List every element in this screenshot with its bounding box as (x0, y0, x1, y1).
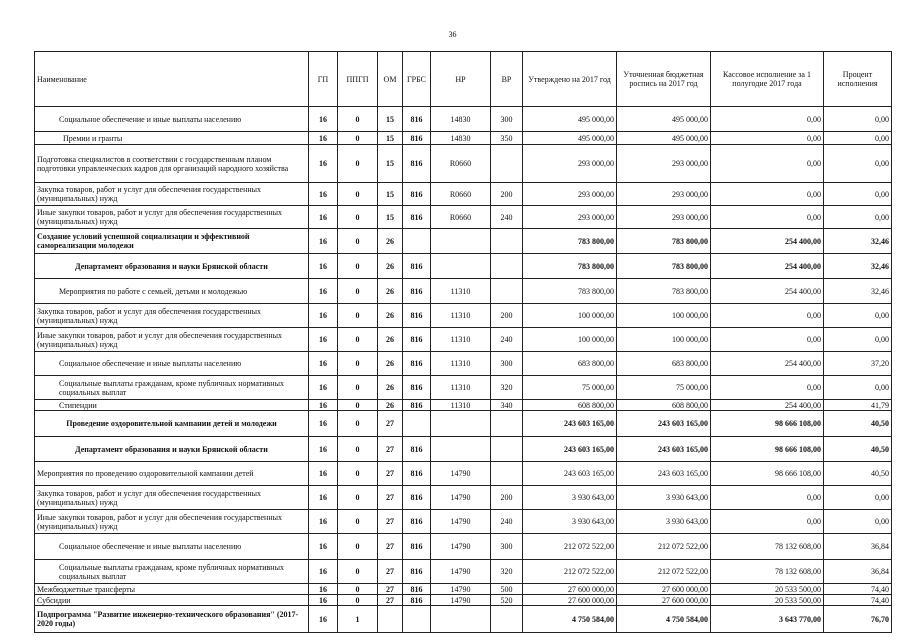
row-percent: 32,46 (824, 229, 892, 254)
row-percent: 40,50 (824, 411, 892, 437)
row-vr (491, 437, 523, 462)
row-ppgp: 0 (338, 534, 378, 560)
table-row (35, 534, 892, 560)
row-grbs (403, 229, 431, 254)
row-name: Межбюджетные трансферты (35, 584, 309, 595)
row-vr: 300 (491, 107, 523, 132)
row-grbs: 816 (403, 510, 431, 534)
row-name: Социальное обеспечение и иные выплаты населению (35, 534, 309, 560)
row-revised: 683 800,00 (617, 352, 711, 376)
row-nr (431, 606, 491, 633)
row-name: Социальные выплаты гражданам, кроме публичных нормативных социальных выплат (35, 376, 309, 400)
table-header-row (35, 52, 892, 107)
table-row (35, 304, 892, 328)
table-row (35, 328, 892, 352)
row-percent: 32,46 (824, 254, 892, 279)
row-approved: 293 000,00 (523, 206, 617, 229)
row-vr: 520 (491, 595, 523, 606)
row-revised: 783 800,00 (617, 279, 711, 304)
row-vr: 240 (491, 206, 523, 229)
table-row (35, 352, 892, 376)
row-om: 26 (378, 328, 403, 352)
row-nr: 11310 (431, 352, 491, 376)
row-om: 26 (378, 376, 403, 400)
row-grbs: 816 (403, 279, 431, 304)
row-vr: 320 (491, 560, 523, 584)
row-ppgp: 0 (338, 400, 378, 411)
row-gp: 16 (309, 183, 338, 206)
row-vr: 200 (491, 183, 523, 206)
row-vr: 320 (491, 376, 523, 400)
row-name: Субсидии (35, 595, 309, 606)
row-grbs: 816 (403, 107, 431, 132)
table-row (35, 584, 892, 595)
row-nr: R0660 (431, 206, 491, 229)
row-cash: 254 400,00 (711, 254, 824, 279)
table-row (35, 462, 892, 486)
row-cash: 3 643 770,00 (711, 606, 824, 633)
table-row (35, 411, 892, 437)
row-percent: 0,00 (824, 510, 892, 534)
table-row (35, 279, 892, 304)
row-om (378, 606, 403, 633)
row-approved: 212 072 522,00 (523, 560, 617, 584)
row-gp: 16 (309, 437, 338, 462)
row-vr: 350 (491, 132, 523, 145)
row-gp: 16 (309, 279, 338, 304)
row-gp: 16 (309, 304, 338, 328)
row-approved: 100 000,00 (523, 328, 617, 352)
row-vr: 300 (491, 534, 523, 560)
row-revised: 293 000,00 (617, 145, 711, 183)
row-om: 27 (378, 462, 403, 486)
row-name: Проведение оздоровительной кампании детей и молодежи (35, 411, 309, 437)
header-revised: Уточненная бюджетная роспись на 2017 год (617, 52, 711, 107)
row-percent: 40,50 (824, 462, 892, 486)
row-name: Закупка товаров, работ и услуг для обеспечения государственных (муниципальных) нужд (35, 304, 309, 328)
row-ppgp: 0 (338, 462, 378, 486)
row-nr: 11310 (431, 400, 491, 411)
row-approved: 683 800,00 (523, 352, 617, 376)
row-cash: 98 666 108,00 (711, 411, 824, 437)
row-approved: 495 000,00 (523, 107, 617, 132)
row-name: Социальное обеспечение и иные выплаты населению (35, 107, 309, 132)
row-ppgp: 0 (338, 376, 378, 400)
row-name: Подпрограмма "Развитие инженерно-технического образования" (2017-2020 годы) (35, 606, 309, 633)
row-revised: 75 000,00 (617, 376, 711, 400)
row-nr: R0660 (431, 145, 491, 183)
row-cash: 254 400,00 (711, 352, 824, 376)
row-name: Подготовка специалистов в соответствии с государственным планом подготовки управленческих кадров для организаций народного хозяйства (35, 145, 309, 183)
row-om: 27 (378, 595, 403, 606)
row-revised: 3 930 643,00 (617, 486, 711, 510)
row-cash: 0,00 (711, 486, 824, 510)
row-name: Департамент образования и науки Брянской области (35, 437, 309, 462)
row-revised: 4 750 584,00 (617, 606, 711, 633)
row-nr: 14790 (431, 534, 491, 560)
row-nr: R0660 (431, 183, 491, 206)
row-revised: 212 072 522,00 (617, 534, 711, 560)
row-name: Стипендии (35, 400, 309, 411)
row-revised: 100 000,00 (617, 328, 711, 352)
row-nr: 14790 (431, 595, 491, 606)
row-om: 15 (378, 107, 403, 132)
table-row (35, 376, 892, 400)
row-vr (491, 145, 523, 183)
row-percent: 74,40 (824, 584, 892, 595)
row-gp: 16 (309, 254, 338, 279)
header-vr: ВР (491, 52, 523, 107)
row-nr: 14790 (431, 510, 491, 534)
row-om: 27 (378, 411, 403, 437)
header-grbs: ГРБС (403, 52, 431, 107)
row-om: 27 (378, 437, 403, 462)
row-approved: 293 000,00 (523, 183, 617, 206)
row-om: 27 (378, 584, 403, 595)
row-percent: 76,70 (824, 606, 892, 633)
row-vr (491, 229, 523, 254)
row-om: 26 (378, 254, 403, 279)
row-nr: 14790 (431, 486, 491, 510)
row-nr (431, 229, 491, 254)
header-approved: Утверждено на 2017 год (523, 52, 617, 107)
row-cash: 0,00 (711, 328, 824, 352)
row-vr: 200 (491, 486, 523, 510)
row-vr: 500 (491, 584, 523, 595)
row-cash: 78 132 608,00 (711, 534, 824, 560)
row-revised: 293 000,00 (617, 206, 711, 229)
row-percent: 37,20 (824, 352, 892, 376)
row-nr: 11310 (431, 279, 491, 304)
row-revised: 27 600 000,00 (617, 595, 711, 606)
row-approved: 293 000,00 (523, 145, 617, 183)
row-gp: 16 (309, 606, 338, 633)
row-revised: 608 800,00 (617, 400, 711, 411)
row-cash: 20 533 500,00 (711, 584, 824, 595)
row-ppgp: 0 (338, 229, 378, 254)
header-nr: НР (431, 52, 491, 107)
row-cash: 254 400,00 (711, 279, 824, 304)
row-cash: 0,00 (711, 132, 824, 145)
row-approved: 27 600 000,00 (523, 595, 617, 606)
row-vr: 340 (491, 400, 523, 411)
row-cash: 254 400,00 (711, 400, 824, 411)
row-grbs: 816 (403, 437, 431, 462)
row-grbs: 816 (403, 183, 431, 206)
row-cash: 20 533 500,00 (711, 595, 824, 606)
row-cash: 0,00 (711, 145, 824, 183)
row-gp: 16 (309, 328, 338, 352)
row-percent: 0,00 (824, 107, 892, 132)
row-revised: 783 800,00 (617, 254, 711, 279)
row-ppgp: 0 (338, 411, 378, 437)
row-gp: 16 (309, 376, 338, 400)
row-percent: 40,50 (824, 437, 892, 462)
row-grbs: 816 (403, 560, 431, 584)
row-cash: 98 666 108,00 (711, 437, 824, 462)
row-approved: 75 000,00 (523, 376, 617, 400)
row-gp: 16 (309, 510, 338, 534)
table-row (35, 132, 892, 145)
row-name: Создание условий успешной социализации и эффективной самореализации молодежи (35, 229, 309, 254)
table-row (35, 229, 892, 254)
row-gp: 16 (309, 132, 338, 145)
row-ppgp: 0 (338, 304, 378, 328)
row-gp: 16 (309, 107, 338, 132)
row-gp: 16 (309, 411, 338, 437)
header-cash: Кассовое исполнение за 1 полугодие 2017 года (711, 52, 824, 107)
row-gp: 16 (309, 486, 338, 510)
row-cash: 0,00 (711, 206, 824, 229)
table-row (35, 206, 892, 229)
row-gp: 16 (309, 595, 338, 606)
row-revised: 243 603 165,00 (617, 411, 711, 437)
table-row (35, 400, 892, 411)
row-grbs: 816 (403, 132, 431, 145)
row-name: Закупка товаров, работ и услуг для обеспечения государственных (муниципальных) нужд (35, 183, 309, 206)
row-grbs: 816 (403, 595, 431, 606)
row-grbs: 816 (403, 328, 431, 352)
table-row (35, 183, 892, 206)
row-name: Мероприятия по проведению оздоровительной кампании детей (35, 462, 309, 486)
row-approved: 783 800,00 (523, 254, 617, 279)
row-nr: 14830 (431, 132, 491, 145)
row-grbs: 816 (403, 584, 431, 595)
row-grbs: 816 (403, 145, 431, 183)
row-revised: 783 800,00 (617, 229, 711, 254)
row-percent: 0,00 (824, 145, 892, 183)
row-grbs: 816 (403, 254, 431, 279)
row-ppgp: 0 (338, 107, 378, 132)
row-revised: 243 603 165,00 (617, 462, 711, 486)
row-ppgp: 0 (338, 595, 378, 606)
row-om: 26 (378, 229, 403, 254)
row-ppgp: 0 (338, 584, 378, 595)
row-gp: 16 (309, 145, 338, 183)
row-ppgp: 0 (338, 132, 378, 145)
row-vr (491, 254, 523, 279)
row-vr (491, 279, 523, 304)
row-revised: 495 000,00 (617, 107, 711, 132)
table-row (35, 254, 892, 279)
row-vr (491, 606, 523, 633)
header-ppgp: ППГП (338, 52, 378, 107)
row-approved: 3 930 643,00 (523, 510, 617, 534)
row-percent: 74,40 (824, 595, 892, 606)
row-ppgp: 0 (338, 510, 378, 534)
row-revised: 27 600 000,00 (617, 584, 711, 595)
row-om: 27 (378, 510, 403, 534)
row-percent: 36,84 (824, 560, 892, 584)
row-approved: 4 750 584,00 (523, 606, 617, 633)
row-vr (491, 411, 523, 437)
row-om: 26 (378, 352, 403, 376)
row-vr: 200 (491, 304, 523, 328)
row-approved: 243 603 165,00 (523, 462, 617, 486)
row-om: 15 (378, 145, 403, 183)
row-grbs: 816 (403, 376, 431, 400)
row-name: Премии и гранты (35, 132, 309, 145)
row-revised: 212 072 522,00 (617, 560, 711, 584)
row-cash: 78 132 608,00 (711, 560, 824, 584)
table-row (35, 606, 892, 633)
row-name: Иные закупки товаров, работ и услуг для обеспечения государственных (муниципальных) нужд (35, 328, 309, 352)
row-revised: 243 603 165,00 (617, 437, 711, 462)
header-percent: Процент исполнения (824, 52, 892, 107)
row-cash: 0,00 (711, 304, 824, 328)
row-nr (431, 254, 491, 279)
row-cash: 0,00 (711, 183, 824, 206)
row-grbs: 816 (403, 462, 431, 486)
row-nr: 11310 (431, 376, 491, 400)
row-cash: 254 400,00 (711, 229, 824, 254)
table-row (35, 107, 892, 132)
row-nr: 14830 (431, 107, 491, 132)
row-grbs (403, 411, 431, 437)
row-gp: 16 (309, 352, 338, 376)
row-revised: 3 930 643,00 (617, 510, 711, 534)
row-name: Департамент образования и науки Брянской области (35, 254, 309, 279)
row-gp: 16 (309, 462, 338, 486)
row-nr: 14790 (431, 584, 491, 595)
row-ppgp: 0 (338, 328, 378, 352)
row-gp: 16 (309, 560, 338, 584)
row-revised: 100 000,00 (617, 304, 711, 328)
row-om: 27 (378, 486, 403, 510)
row-cash: 0,00 (711, 510, 824, 534)
table-row (35, 560, 892, 584)
row-approved: 212 072 522,00 (523, 534, 617, 560)
row-name: Иные закупки товаров, работ и услуг для обеспечения государственных (муниципальных) нужд (35, 206, 309, 229)
row-name: Закупка товаров, работ и услуг для обеспечения государственных (муниципальных) нужд (35, 486, 309, 510)
row-grbs: 816 (403, 352, 431, 376)
row-nr: 14790 (431, 560, 491, 584)
row-vr (491, 462, 523, 486)
row-ppgp: 0 (338, 183, 378, 206)
row-percent: 41,79 (824, 400, 892, 411)
table-row (35, 145, 892, 183)
row-ppgp: 1 (338, 606, 378, 633)
row-percent: 36,84 (824, 534, 892, 560)
row-name: Социальное обеспечение и иные выплаты населению (35, 352, 309, 376)
row-approved: 243 603 165,00 (523, 437, 617, 462)
row-grbs: 816 (403, 534, 431, 560)
row-approved: 100 000,00 (523, 304, 617, 328)
page-number: 36 (448, 30, 457, 39)
row-ppgp: 0 (338, 254, 378, 279)
row-grbs: 816 (403, 206, 431, 229)
row-gp: 16 (309, 584, 338, 595)
row-percent: 32,46 (824, 279, 892, 304)
row-revised: 495 000,00 (617, 132, 711, 145)
table-row (35, 437, 892, 462)
row-nr (431, 411, 491, 437)
row-percent: 0,00 (824, 304, 892, 328)
row-percent: 0,00 (824, 486, 892, 510)
row-cash: 98 666 108,00 (711, 462, 824, 486)
row-om: 15 (378, 206, 403, 229)
row-percent: 0,00 (824, 376, 892, 400)
row-gp: 16 (309, 400, 338, 411)
row-om: 27 (378, 534, 403, 560)
row-revised: 293 000,00 (617, 183, 711, 206)
table-row (35, 486, 892, 510)
row-name: Иные закупки товаров, работ и услуг для обеспечения государственных (муниципальных) нужд (35, 510, 309, 534)
row-gp: 16 (309, 534, 338, 560)
row-ppgp: 0 (338, 352, 378, 376)
row-approved: 495 000,00 (523, 132, 617, 145)
row-gp: 16 (309, 206, 338, 229)
row-approved: 27 600 000,00 (523, 584, 617, 595)
row-om: 26 (378, 279, 403, 304)
row-nr: 11310 (431, 304, 491, 328)
row-om: 27 (378, 560, 403, 584)
row-cash: 0,00 (711, 376, 824, 400)
row-vr: 240 (491, 510, 523, 534)
row-vr: 240 (491, 328, 523, 352)
row-approved: 608 800,00 (523, 400, 617, 411)
row-cash: 0,00 (711, 107, 824, 132)
row-approved: 3 930 643,00 (523, 486, 617, 510)
row-ppgp: 0 (338, 437, 378, 462)
row-ppgp: 0 (338, 279, 378, 304)
row-percent: 0,00 (824, 328, 892, 352)
row-nr (431, 437, 491, 462)
row-ppgp: 0 (338, 145, 378, 183)
row-name: Мероприятия по работе с семьей, детьми и молодежью (35, 279, 309, 304)
row-om: 15 (378, 132, 403, 145)
header-name: Наименование (35, 52, 309, 107)
row-grbs: 816 (403, 486, 431, 510)
row-approved: 783 800,00 (523, 229, 617, 254)
row-vr: 300 (491, 352, 523, 376)
header-gp: ГП (309, 52, 338, 107)
budget-execution-table (34, 51, 892, 633)
row-om: 15 (378, 183, 403, 206)
row-grbs: 816 (403, 400, 431, 411)
row-nr: 11310 (431, 328, 491, 352)
row-approved: 243 603 165,00 (523, 411, 617, 437)
row-ppgp: 0 (338, 560, 378, 584)
row-percent: 0,00 (824, 183, 892, 206)
table-row (35, 510, 892, 534)
row-approved: 783 800,00 (523, 279, 617, 304)
row-grbs (403, 606, 431, 633)
row-name: Социальные выплаты гражданам, кроме публичных нормативных социальных выплат (35, 560, 309, 584)
row-grbs: 816 (403, 304, 431, 328)
row-ppgp: 0 (338, 486, 378, 510)
row-ppgp: 0 (338, 206, 378, 229)
row-om: 26 (378, 304, 403, 328)
row-percent: 0,00 (824, 206, 892, 229)
table-row (35, 595, 892, 606)
row-nr: 14790 (431, 462, 491, 486)
row-om: 26 (378, 400, 403, 411)
row-gp: 16 (309, 229, 338, 254)
row-percent: 0,00 (824, 132, 892, 145)
header-om: ОМ (378, 52, 403, 107)
